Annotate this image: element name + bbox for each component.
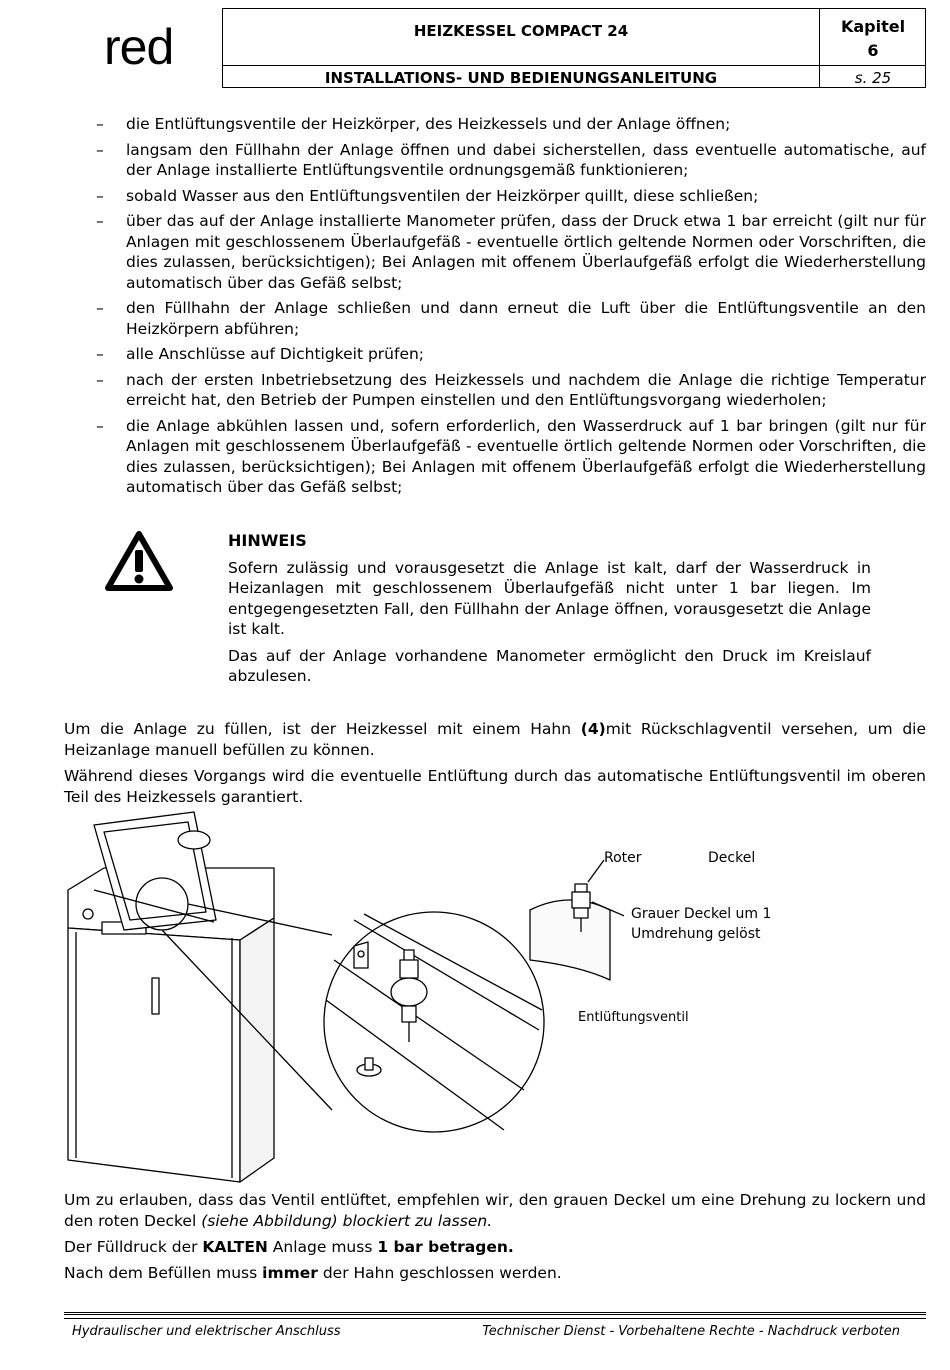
text-run: Um die Anlage zu füllen, ist der Heizkessel mit einem Hahn	[64, 720, 581, 738]
body-paragraph	[64, 1190, 926, 1231]
list-item	[96, 344, 926, 365]
header-box	[222, 8, 926, 88]
text-run: Nach dem Befüllen muss	[64, 1264, 263, 1282]
note-paragraph: Sofern zulässig und vorausgesetzt die Anlage ist kalt, darf der Wasserdruck in Heizanlagen mit geschlossenem Überlaufgefäß nicht unter 1 bar liegen. Im entgegengesetzten Fall, den Füllhahn der Anlage öffnen, vorausgesetzt die Anlage ist kalt.	[228, 558, 871, 638]
document-title: HEIZKESSEL COMPACT 24	[413, 22, 629, 40]
note-box	[228, 531, 871, 693]
list-item-text: den Füllhahn der Anlage schließen und dann erneut die Luft über die Entlüftungsventile an den Heizkörpern abführen;	[126, 299, 926, 338]
header-title-cell	[223, 9, 820, 87]
chapter-cell	[819, 15, 927, 63]
list-item	[96, 416, 926, 498]
dash-marker: –	[96, 416, 104, 435]
chapter-number: 6	[867, 41, 879, 60]
list-item	[96, 140, 926, 181]
list-item	[96, 186, 926, 207]
text-run: immer	[262, 1264, 318, 1282]
list-item-text: sobald Wasser aus den Entlüftungsventilen der Heizkörper quillt, diese schließen;	[126, 186, 759, 205]
text-run: (siehe Abbildung) blockiert zu lassen.	[201, 1211, 493, 1230]
text-run: Der Fülldruck der	[64, 1238, 203, 1256]
figure-label-grey-cap-1: Grauer Deckel um 1	[631, 906, 772, 922]
figure-label-cap: Deckel	[708, 850, 756, 866]
text-run: der Hahn geschlossen werden.	[317, 1264, 562, 1282]
footer-rule	[64, 1312, 926, 1319]
dash-marker: –	[96, 345, 104, 363]
chapter-label: Kapitel	[840, 17, 906, 36]
list-item-text: die Entlüftungsventile der Heizkörper, des Heizkessels und der Anlage öffnen;	[126, 115, 731, 133]
list-item-text: die Anlage abkühlen lassen und, sofern erforderlich, den Wasserdruck auf 1 bar bringen (gilt nur für Anlagen mit geschlossenem Überlaufgefäß - eventuelle örtlich geltende Normen oder Vorschriften, die dies zulassen, berücksichtigen); Bei Anlagen mit offenem Überlaufgefäß erfolgt die Wiederherstellung automatisch über das Gefäß selbst;	[126, 416, 926, 496]
figure-label-vent-valve: Entlüftungsventil	[578, 1010, 689, 1025]
list-item	[96, 298, 926, 339]
text-run: Um zu erlauben, dass das Ventil entlüftet, empfehlen wir, den grauen Deckel um eine Drehung zu lockern und den roten Deckel	[64, 1191, 926, 1230]
text-run: mit Rückschlagventil versehen, um die Heizanlage manuell befüllen zu können.	[64, 720, 927, 759]
footer-right: Technischer Dienst - Vorbehaltene Rechte - Nachdruck verboten	[482, 1324, 900, 1339]
list-item-text: nach der ersten Inbetriebsetzung des Heizkessels und nachdem die Anlage die richtige Temperatur erreicht hat, den Betrieb der Pumpen einstellen und den Entlüftungsvorgang wiederholen;	[126, 370, 926, 409]
list-item-text: alle Anschlüsse auf Dichtigkeit prüfen;	[126, 345, 425, 363]
note-title: HINWEIS	[228, 531, 307, 550]
list-item	[96, 211, 926, 293]
body-paragraph	[64, 1263, 926, 1284]
figure-label-red-cap: Roter	[604, 850, 642, 866]
body-paragraph	[64, 719, 926, 760]
dash-marker: –	[96, 140, 104, 159]
boiler-illustration	[64, 810, 624, 1190]
list-item-text: langsam den Füllhahn der Anlage öffnen und dabei sicherstellen, dass eventuelle automatische, auf der Anlage installierte Entlüftungsventile ordnungsgemäß funktionieren;	[126, 140, 926, 179]
figure-label-grey-cap-2: Umdrehung gelöst	[631, 926, 761, 942]
instruction-list	[96, 114, 926, 503]
warning-icon	[104, 530, 174, 592]
page-number: s. 25	[854, 69, 892, 87]
document-subtitle: INSTALLATIONS- UND BEDIENUNGSANLEITUNG	[324, 69, 718, 87]
text-run: Anlage muss	[267, 1238, 378, 1256]
text-run: 1 bar betragen.	[377, 1238, 514, 1256]
body-paragraph	[64, 1237, 926, 1258]
list-item	[96, 370, 926, 411]
dash-marker: –	[96, 115, 104, 133]
note-paragraph: Das auf der Anlage vorhandene Manometer ermöglicht den Druck im Kreislauf abzulesen.	[228, 646, 871, 685]
dash-marker: –	[96, 186, 104, 205]
text-run: (4)	[580, 720, 606, 738]
footer-left: Hydraulischer und elektrischer Anschluss	[72, 1324, 341, 1339]
text-run: KALTEN	[202, 1238, 268, 1256]
brand-logo: red	[104, 19, 174, 75]
list-item-text: über das auf der Anlage installierte Manometer prüfen, dass der Druck etwa 1 bar erreicht (gilt nur für Anlagen mit geschlossenem Überlaufgefäß - eventuelle örtlich geltende Normen oder Vorschriften, die dies zulassen, berücksichtigen); Bei Anlagen mit offenem Überlaufgefäß erfolgt die Wiederherstellung automatisch über das Gefäß selbst;	[126, 212, 926, 292]
dash-marker: –	[96, 299, 104, 317]
body-paragraph: Während dieses Vorgangs wird die eventuelle Entlüftung durch das automatische Entlüftungsventil im oberen Teil des Heizkessels garantiert.	[64, 767, 926, 806]
dash-marker: –	[96, 212, 104, 230]
dash-marker: –	[96, 370, 104, 389]
list-item	[96, 114, 926, 135]
